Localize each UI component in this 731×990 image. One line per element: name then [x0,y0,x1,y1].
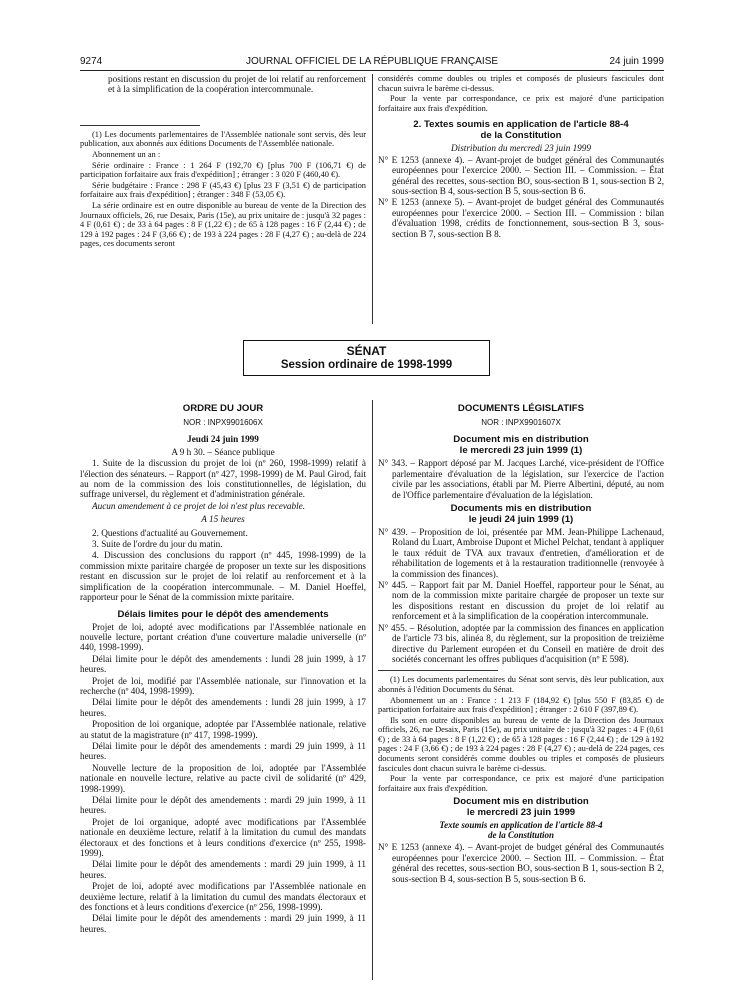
serie-ordinaire: Série ordinaire : France : 1 264 F (192,70 €) [plus 700 F (106,71 €) de participation forfaitaire aux frais d'expédition] ; étranger : 3 020 F (460,40 €). [80,160,366,180]
delai-deadline: Délai limite pour le dépôt des amendements : mardi 29 juin 1999, à 11 heures. [80,795,366,816]
top-left-column [80,74,366,250]
continued-text-right: considérés comme doubles ou triples et composés de plusieurs fascicules dont chacun suivra le barème ci-dessus. [378,74,664,93]
nor-reference: NOR : INPX9901607X [481,418,561,427]
distribution-heading: Document mis en distribution le mercredi 23 juin 1999 (1) [453,434,589,457]
disponibilite: La série ordinaire est en outre disponible au bureau de vente de la Direction des Journaux officiels, 26, rue Desaix, Paris (15e), au prix unitaire de : jusqu'à 32 pages : 4 F (0,61 €) ; de 33 à 64 pages : 8 F (1,22 €) ; de 65 à 128 pages : 16 F (2,44 €) ; de 129 à 192 pages : 24 F (3,66 €) ; de 193 à 224 pages : 28 F (4,27 €) ; au-delà de 224 pages, ces documents seront [80,200,366,249]
delai-deadline: Délai limite pour le dépôt des amendements : lundi 28 juin 1999, à 17 heures. [80,697,366,718]
continued-text: positions restant en discussion du projet de loi relatif au renforcement et à la simplification de la coopération intercommunale. [108,74,366,95]
vente-note: Pour la vente par correspondance, ce prix est majoré d'une participation forfaitaire aux frais d'expédition. [378,94,664,113]
delai-text: Projet de loi, adopté avec modifications par l'Assemblée nationale en nouvelle lecture, portant création d'une couverture maladie universelle (nº 440, 1998-1999). [80,621,366,653]
header-rule [80,70,664,71]
section-title: 2. Textes soumis en application de l'article 88-4 de la Constitution [413,119,629,142]
agenda-item: 1. Suite de la discussion du projet de loi (nº 260, 1998-1999) relatif à l'élection des sénateurs. – Rapport (nº 427, 1998-1999) de M. Paul Girod, fait au nom de la commission des lois constitutionnelles, de législation, du suffrage universel, du règlement et d'administration générale. [80,458,366,500]
document-item: N° 455. – Résolution, adoptée par la commission des finances en application de l'article 73 bis, alinéa 8, du règlement, sur la proposition de treizième directive du Parlement européen et du Conseil en matière de droit des sociétés concernant les offres publiques d'acquisition (nº E 598). [378,622,664,664]
delai-text: Projet de loi, adopté avec modifications par l'Assemblée nationale en deuxième lecture, relatif à la limitation du cumul des mandats électoraux et des fonctions et à leurs conditions d'exercice (nº 256, 1998-1999). [80,881,366,913]
agenda-item: 3. Suite de l'ordre du jour du matin. [92,539,223,550]
agenda-item: 2. Questions d'actualité au Gouvernement. [92,527,248,538]
documents-title: DOCUMENTS LÉGISLATIFS [457,403,585,414]
list-item: N° E 1253 (annexe 4). – Avant-projet de budget général des Communautés européennes pour l'exercice 2000. – Section III. – Commission. – État général des recettes, sous-section BO, sous-section B 1, sous-section B 2, sous-section B 4, sous-section B 5, sous-section B 6. [378,154,664,196]
subscription-heading: Abonnement un an : [92,150,161,159]
senat-title: SÉNAT [346,344,387,358]
delai-deadline: Délai limite pour le dépôt des amendements : mardi 29 juin 1999, à 11 heures. [80,859,366,880]
issue-date: 24 juin 1999 [609,56,664,67]
journal-title: JOURNAL OFFICIEL DE LA RÉPUBLIQUE FRANÇAISE [245,56,499,67]
serie-budgetaire: Série budgétaire : France : 298 F (45,43 €) [plus 23 F (3,51 €) de participation forfaitaire aux frais d'expédition] ; étranger : 348 F (53,05 €). [80,180,366,200]
delais-title: Délais limites pour le dépôt des amendements [117,608,329,620]
column-divider-top [372,74,373,324]
agenda-item: 4. Discussion des conclusions du rapport (nº 445, 1998-1999) de la commission mixte paritaire chargée de proposer un texte sur les dispositions restant en discussion sur le projet de loi relatif au renforcement et à la simplification de la coopération intercommunale. – M. Daniel Hoeffel, rapporteur pour le Sénat de la commission mixte paritaire. [80,550,366,603]
abonnement: Abonnement un an : France : 1 213 F (184,92 €) [plus 550 F (83,85 €) de participation forfaitaire aux frais d'expédition] ; étranger : 2 610 F (397,89 €). [378,695,664,715]
documents-legislatifs-column [378,400,664,885]
footnote-rule [80,125,200,126]
delai-text: Projet de loi organique, adopté avec modifications par l'Assemblée nationale en deuxième lecture, relatif à la limitation du cumul des mandats électoraux et des fonctions et à leurs conditions d'exercice (nº 255, 1998-1999). [80,816,366,859]
ordre-du-jour-column [80,400,366,935]
nor-reference: NOR : INPX9901606X [183,418,263,427]
day-heading: Jeudi 24 juin 1999 [187,434,259,445]
no-amendment-note: Aucun amendement à ce projet de loi n'est plus recevable. [92,500,306,511]
footnote: (1) Les documents parlementaires du Sénat sont servis, dès leur publication, aux abonnés à l'édition Documents du Sénat. [378,675,664,694]
document-item: N° 439. – Proposition de loi, présentée par MM. Jean-Philippe Lachenaud, Roland du Luart, Ambroise Dupont et Michel Pelchat, tendant à appliquer le taux réduit de TVA aux travaux d'entretien, d'amélioration et de réhabilitation de logements et à la restauration traditionnelle (renvoyée à la commission des finances). [378,527,664,579]
senat-title-box [243,340,490,376]
footnote: (1) Les documents parlementaires de l'Assemblée nationale sont servis, dès leur publication, aux abonnés aux éditions Documents de l'Assemblée nationale. [80,129,366,149]
delai-text: Proposition de loi organique, adoptée par l'Assemblée nationale, relative au statut de la magistrature (nº 417, 1998-1999). [80,719,366,740]
ordre-du-jour-title: ORDRE DU JOUR [182,403,264,414]
delai-text: Projet de loi, modifié par l'Assemblée nationale, sur l'innovation et la recherche (nº 404, 1998-1999). [80,675,366,696]
vente-note: Pour la vente par correspondance, ce prix est majoré d'une participation forfaitaire aux frais d'expédition. [378,774,664,793]
delai-deadline: Délai limite pour le dépôt des amendements : mardi 29 juin 1999, à 11 heures. [80,913,366,934]
top-right-column [378,74,664,240]
list-item: N° E 1253 (annexe 5). – Avant-projet de budget général des Communautés européennes pour l'exercice 2000. – Section III. – Commission : bilan d'évaluation 1998, crédits de fonctionnement, sous-section B 3, sous-section B 7, sous-section B 8. [378,197,664,239]
document-item: N° 445. – Rapport fait par M. Daniel Hoeffel, rapporteur pour le Sénat, au nom de la commission mixte paritaire chargée de proposer un texte sur les dispositions restant en discussion du projet de loi relatif au renforcement et à la simplification de la coopération intercommunale. [378,580,664,622]
session-title: Session ordinaire de 1998-1999 [280,359,453,371]
document-item: N° E 1253 (annexe 4). – Avant-projet de budget général des Communautés européennes pour l'exercice 2000. – Section III. – Commission. – État général des recettes, sous-section BO, sous-section B 1, sous-section B 2, sous-section B 4, sous-section B 5, sous-section B 6. [378,842,664,884]
time-heading: A 9 h 30. – Séance publique [171,446,275,457]
distribution-subheading: Texte soumis en application de l'article 88-4 de la Constitution [439,820,603,841]
distribution-heading: Document mis en distribution le mercredi 23 juin 1999 [453,796,589,819]
delai-deadline: Délai limite pour le dépôt des amendements : lundi 28 juin 1999, à 17 heures. [80,653,366,675]
distribution-date: Distribution du mercredi 23 juin 1999 [451,143,591,154]
document-item: N° 343. – Rapport déposé par M. Jacques Larché, vice-président de l'Office parlementaire d'évaluation de la législation, sur l'exercice de l'action civile par les associations, établi par M. Pierre Albertini, député, au nom de l'Office parlementaire d'évaluation de la législation. [378,458,664,500]
page-header [80,56,664,70]
time-heading: A 15 heures [201,514,245,525]
distribution-heading: Documents mis en distribution le jeudi 24 juin 1999 (1) [450,503,592,526]
footnote-rule [378,670,498,671]
page-number: 9274 [80,56,103,67]
column-divider-bottom [372,400,373,980]
delai-deadline: Délai limite pour le dépôt des amendements : mardi 29 juin 1999, à 11 heures. [80,740,366,762]
disponibilite: Ils sont en outre disponibles au bureau de vente de la Direction des Journaux officiels, 26, rue Desaix, Paris (15e), au prix unitaire de : jusqu'à 32 pages : 4 F (0,61 €) ; de 33 à 64 pages : 8 F (1,22 €) ; de 65 à 128 pages : 16 F (2,44 €) ; de 129 à 192 pages : 24 F (3,66 €) ; de 193 à 224 pages : 28 F (4,27 €) ; au-delà de 224 pages, ces documents seront considérés comme doubles ou triples et composés de plusieurs fascicules dont chacun suivra le barème ci-dessus. [378,715,664,773]
delai-text: Nouvelle lecture de la proposition de loi, adoptée par l'Assemblée nationale en nouvelle lecture, relative au pacte civil de solidarité (nº 429, 1998-1999). [80,762,366,794]
